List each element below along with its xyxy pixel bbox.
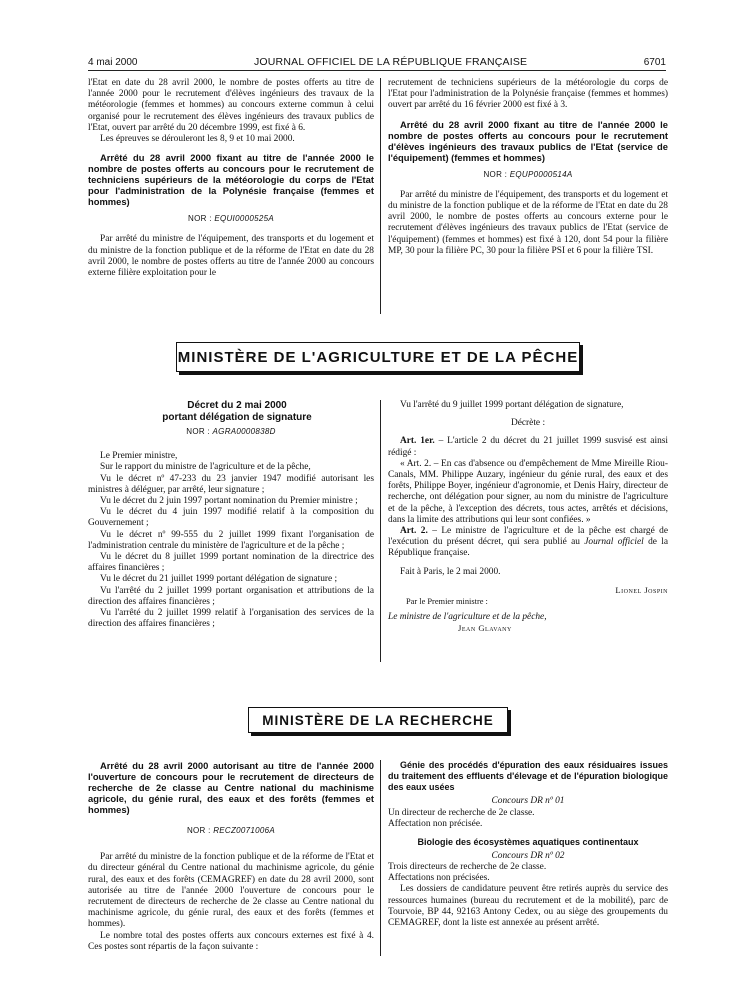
nor-reference <box>88 825 374 836</box>
column-separator <box>380 78 381 314</box>
article-text: de la République française. <box>388 537 668 559</box>
paragraph: Vu le décret du 4 juin 1997 modifié relatif à la composition du Gouvernement ; <box>88 507 374 529</box>
decrete-line: Décrète : <box>510 418 546 429</box>
article-label: Art. 2. <box>400 526 428 537</box>
signature-premier-ministre: Lionel Jospin <box>615 584 668 595</box>
agriculture-right-column <box>388 400 668 635</box>
nor-code: EQUI0000525A <box>214 214 274 224</box>
nor-code: EQUP0000514A <box>509 169 573 179</box>
paragraph: Vu le décret du 2 juin 1997 portant nomination du Premier ministre ; <box>100 496 358 507</box>
paragraph: Les dossiers de candidature peuvent être retirés auprès du service des ressources humaines (bureau du recrutement et de la mobilité), parc de Tourvoie, BP 44, 92163 Antony Cedex, ou au siège des groupements du CEMAGREF, dont la liste est annexée au présent arrêté. <box>388 884 668 929</box>
nor-label: NOR : <box>188 214 212 224</box>
nor-reference <box>88 426 374 437</box>
top-left-column <box>88 78 374 279</box>
ministre-title: Le ministre de l'agriculture et de la pêche, <box>388 612 547 623</box>
nor-code: AGRA0000838D <box>212 427 276 436</box>
concours-label: Concours DR nº 01 <box>491 796 565 807</box>
paragraph: Vu l'arrêté du 2 juillet 1999 portant organisation et attributions de la direction des affaires financières ; <box>88 585 374 607</box>
header-page-number: 6701 <box>643 57 666 68</box>
signature-ministre: Jean Glavany <box>458 623 512 634</box>
paragraph: Vu le décret du 8 juillet 1999 portant nomination de la directrice des affaires financières ; <box>88 552 374 574</box>
paragraph: Le Premier ministre, <box>100 451 178 462</box>
decret-title: Décret du 2 mai 2000 <box>187 400 287 411</box>
header-date: 4 mai 2000 <box>88 57 138 68</box>
column-separator <box>380 400 381 662</box>
article-text: – Le ministre de l'agriculture et de la pêche est chargé de l'exécution du présent décret, qui sera publié au <box>388 526 669 548</box>
recherche-right-column <box>388 760 668 929</box>
nor-code: RECZ0071006A <box>213 826 276 835</box>
paragraph: Vu le décret du 21 juillet 1999 portant délégation de signature ; <box>100 574 338 585</box>
paragraph: l'Etat en date du 28 avril 2000, le nombre de postes offerts au titre de l'année 2000 pour le recrutement d'élèves ingénieurs des travaux de la météorologie (femmes et hommes) au concours externe commun à celui organisé pour le recrutement des élèves ingénieurs des travaux publics de l'Etat, ouvert par arrêté du 20 décembre 1999, est fixé à 6. <box>88 78 374 133</box>
nor-reference <box>388 169 668 180</box>
top-right-column <box>388 78 668 257</box>
header-journal-title: JOURNAL OFFICIEL DE LA RÉPUBLIQUE FRANÇAISE <box>253 56 528 68</box>
nor-label: NOR : <box>186 826 211 835</box>
paragraph: Vu le décret nº 99-555 du 2 juillet 1999 fixant l'organisation de l'administration centrale du ministère de l'agriculture et de la pêche ; <box>88 529 374 551</box>
paragraph: Affectations non précisées. <box>388 873 490 884</box>
column-separator <box>380 760 381 956</box>
arrete-title: Arrêté du 28 avril 2000 fixant au titre de l'année 2000 le nombre de postes offerts au concours pour le recrutement d'élèves ingénieurs des travaux publics de l'Etat (service de l'équipement) (femmes et hommes) <box>388 118 668 163</box>
paragraph: Le nombre total des postes offerts aux concours externes est fixé à 4. Ces postes sont répartis de la façon suivante : <box>88 930 374 952</box>
page-header <box>88 50 666 68</box>
section-title: Biologie des écosystèmes aquatiques continentaux <box>417 837 639 847</box>
paragraph: Les épreuves se dérouleront les 8, 9 et 10 mai 2000. <box>100 134 295 145</box>
ministry-banner-recherche: MINISTÈRE DE LA RECHERCHE <box>248 707 508 733</box>
agriculture-left-column <box>88 400 374 630</box>
paragraph: recrutement de techniciens supérieurs de la météorologie du corps de l'Etat pour l'administration de la Polynésie française (femmes et hommes) ouvert par arrêté du 16 février 2000 est fixé à 3. <box>388 78 668 111</box>
paragraph: Vu le décret nº 47-233 du 23 janvier 1947 modifié autorisant les ministres à déléguer, par arrêté, leur signature ; <box>88 473 374 495</box>
nor-label: NOR : <box>483 169 508 179</box>
paragraph: Sur le rapport du ministre de l'agriculture et de la pêche, <box>100 462 311 473</box>
article-quote: « Art. 2. – En cas d'absence ou d'empêchement de Mme Mireille Riou-Canals, MM. Philippe Auzary, ingénieur du génie rural, des eaux et des forêts, Philippe Boyer, ingénieur d'agronomie, et Denis Hairy, directeur de recherche, ont délégation pour signer, au nom du ministre de l'agriculture et de la pêche, à l'exception des décrets, tous actes, arrêtés et décisions, dans la limite des attributions qui leur sont confiées. » <box>388 458 668 525</box>
paragraph: Par arrêté du ministre de la fonction publique et de la réforme de l'Etat et du directeur général du Centre national du machinisme agricole, du génie rural, des eaux et des forêts (CEMAGREF) en date du 28 avril 2000, sont autorisée au titre de l'année 2000 l'ouverture de concours pour le recrutement de directeurs de recherche de 2e classe au Centre national du machinisme agricole, du génie rural, des eaux et des forêts (femmes et hommes). <box>88 852 374 930</box>
ministry-banner-agriculture: MINISTÈRE DE L'AGRICULTURE ET DE LA PÊCHE <box>176 342 580 372</box>
paragraph: Par arrêté du ministre de l'équipement, des transports et du logement et du ministre de la fonction publique et de la réforme de l'Etat en date du 28 avril 2000, le nombre de postes offerts au titre de l'année 2000 au concours externe filière exploitation pour le <box>88 234 374 279</box>
nor-reference <box>88 213 374 224</box>
article-2 <box>388 526 668 560</box>
paragraph: Par arrêté du ministre de l'équipement, des transports et du logement et du ministre de la fonction publique et de la réforme de l'Etat en date du 28 avril 2000, le nombre de postes offerts au concours externe pour le recrutement d'élèves ingénieurs des travaux publics de l'Etat (service de l'équipement) (femmes et hommes) est fixé à 120, dont 54 pour la filière MP, 30 pour la filière PC, 30 pour la filière PSI et 6 pour la filière TSI. <box>388 189 668 256</box>
paragraph: Trois directeurs de recherche de 2e classe. <box>388 862 547 872</box>
section-title: Génie des procédés d'épuration des eaux résiduaires issues du traitement des effluents d'élevage et de l'épuration biologique des eaux usées <box>388 760 668 792</box>
paragraph: Un directeur de recherche de 2e classe. <box>388 807 535 818</box>
journal-reference: Journal officiel <box>584 537 644 548</box>
article-label: Art. 1er. <box>400 436 435 447</box>
concours-label: Concours DR nº 02 <box>491 850 565 861</box>
recherche-left-column <box>88 760 374 953</box>
paragraph: Vu l'arrêté du 9 juillet 1999 portant délégation de signature, <box>400 400 624 410</box>
paragraph: Vu l'arrêté du 2 juillet 1999 relatif à l'organisation des services de la direction des affaires financières ; <box>88 608 374 630</box>
arrete-title: Arrêté du 28 avril 2000 autorisant au titre de l'année 2000 l'ouverture de concours pour le recrutement de directeurs de recherche de 2e classe au Centre national du machinisme agricole, du génie rural, des eaux et des forêts (femmes et hommes) <box>88 760 374 815</box>
header-rule <box>88 70 666 71</box>
signature-place-date: Fait à Paris, le 2 mai 2000. <box>400 566 501 577</box>
nor-label: NOR : <box>186 427 210 436</box>
article-1 <box>388 436 668 458</box>
decret-subtitle: portant délégation de signature <box>162 412 312 423</box>
arrete-title: Arrêté du 28 avril 2000 fixant au titre de l'année 2000 le nombre de postes offerts au concours pour le recrutement de techniciens supérieurs de la météorologie du corps de l'Etat pour l'administration de la Polynésie française (femmes et hommes) <box>88 152 374 208</box>
paragraph: Affectation non précisée. <box>388 818 483 829</box>
article-text: – L'article 2 du décret du 21 juillet 1999 susvisé est ainsi rédigé : <box>388 436 669 458</box>
par-premier-ministre: Par le Premier ministre : <box>406 597 488 607</box>
